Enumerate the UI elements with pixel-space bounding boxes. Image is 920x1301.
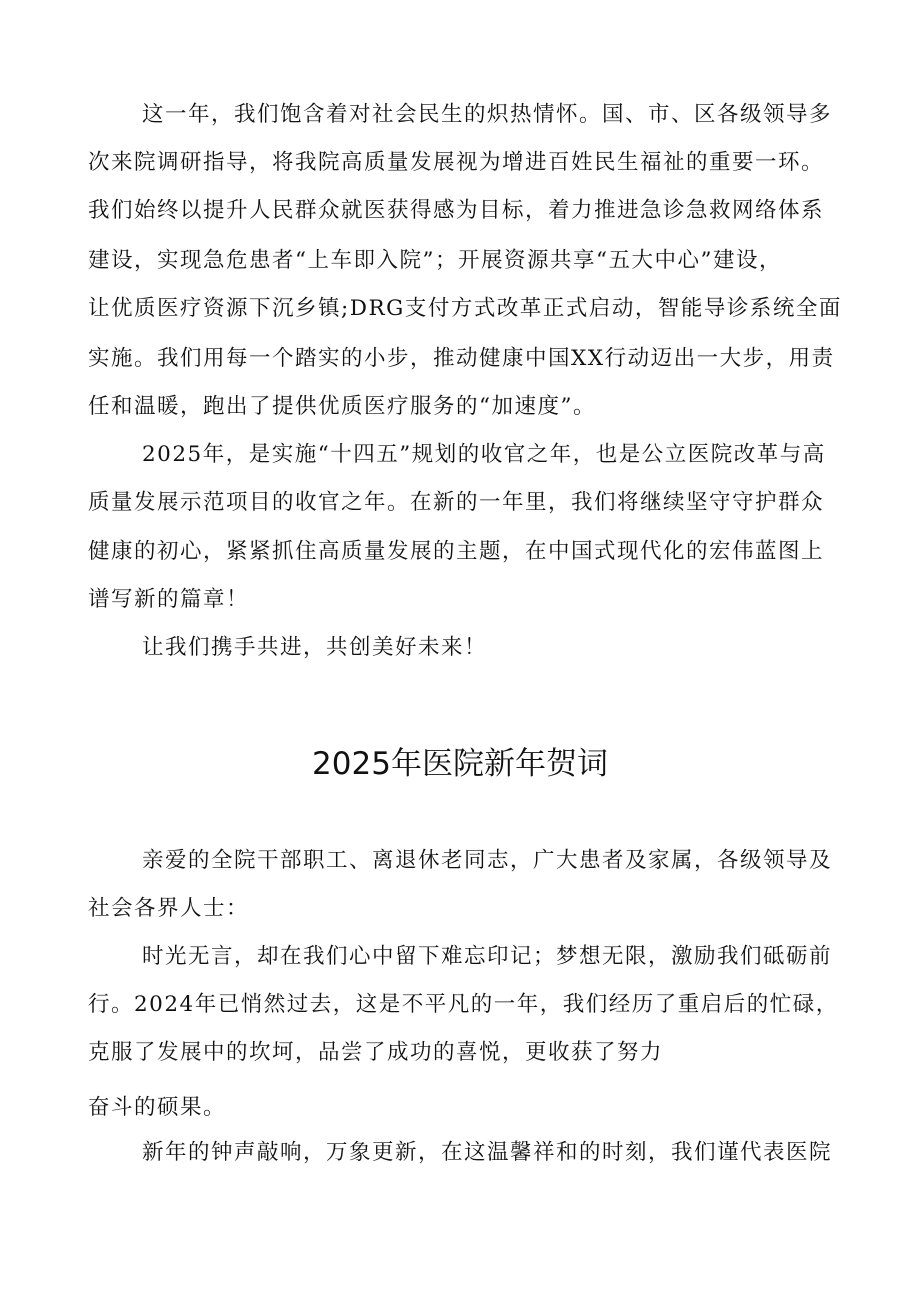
paragraph-line: 社会各界人士： xyxy=(88,896,250,921)
paragraph-line: 次来院调研指导，将我院高质量发展视为增进百姓民生福祉的重要一环。 xyxy=(88,150,825,175)
paragraph-line: 让我们携手共进，共创美好未来！ xyxy=(142,635,488,660)
paragraph-line: 质量发展示范项目的收官之年。在新的一年里，我们将继续坚守守护群众 xyxy=(88,490,825,515)
document-title: 2025年医院新年贺词 xyxy=(312,746,608,782)
paragraph-line: 克服了发展中的坎坷，品尝了成功的喜悦，更收获了努力 xyxy=(88,1040,664,1065)
paragraph-line: 健康的初心，紧紧抓住高质量发展的主题，在中国式现代化的宏伟蓝图上 xyxy=(88,539,825,564)
paragraph-line: 建设，实现急危患者“上车即入院”；开展资源共享“五大中心”建设， xyxy=(88,248,782,273)
paragraph-line: 谱写新的篇章！ xyxy=(88,587,250,612)
paragraph-line: 实施。我们用每一个踏实的小步，推动健康中国XX行动迈出一大步，用责 xyxy=(88,346,835,371)
paragraph-line: 我们始终以提升人民群众就医获得感为目标，着力推进急诊急救网络体系 xyxy=(88,198,825,223)
paragraph-line: 2025年，是实施“十四五”规划的收官之年，也是公立医院改革与高 xyxy=(142,442,826,467)
paragraph-line: 这一年，我们饱含着对社会民生的炽热情怀。国、市、区各级领导多 xyxy=(142,102,833,127)
paragraph-line: 奋斗的硕果。 xyxy=(88,1095,227,1120)
paragraph-line: 让优质医疗资源下沉乡镇;DRG支付方式改革正式启动，智能导诊系统全面 xyxy=(88,296,842,321)
paragraph-line: 任和温暖，跑出了提供优质医疗服务的“加速度”。 xyxy=(88,394,596,419)
paragraph-line: 时光无言，却在我们心中留下难忘印记；梦想无限，激励我们砥砺前 xyxy=(142,944,833,969)
paragraph-line: 新年的钟声敲响，万象更新，在这温馨祥和的时刻，我们谨代表医院 xyxy=(142,1140,833,1165)
paragraph-line: 亲爱的全院干部职工、离退休老同志，广大患者及家属，各级领导及 xyxy=(142,848,833,873)
paragraph-line: 行。2024年已悄然过去，这是不平凡的一年，我们经历了重启后的忙碌， xyxy=(88,992,839,1017)
